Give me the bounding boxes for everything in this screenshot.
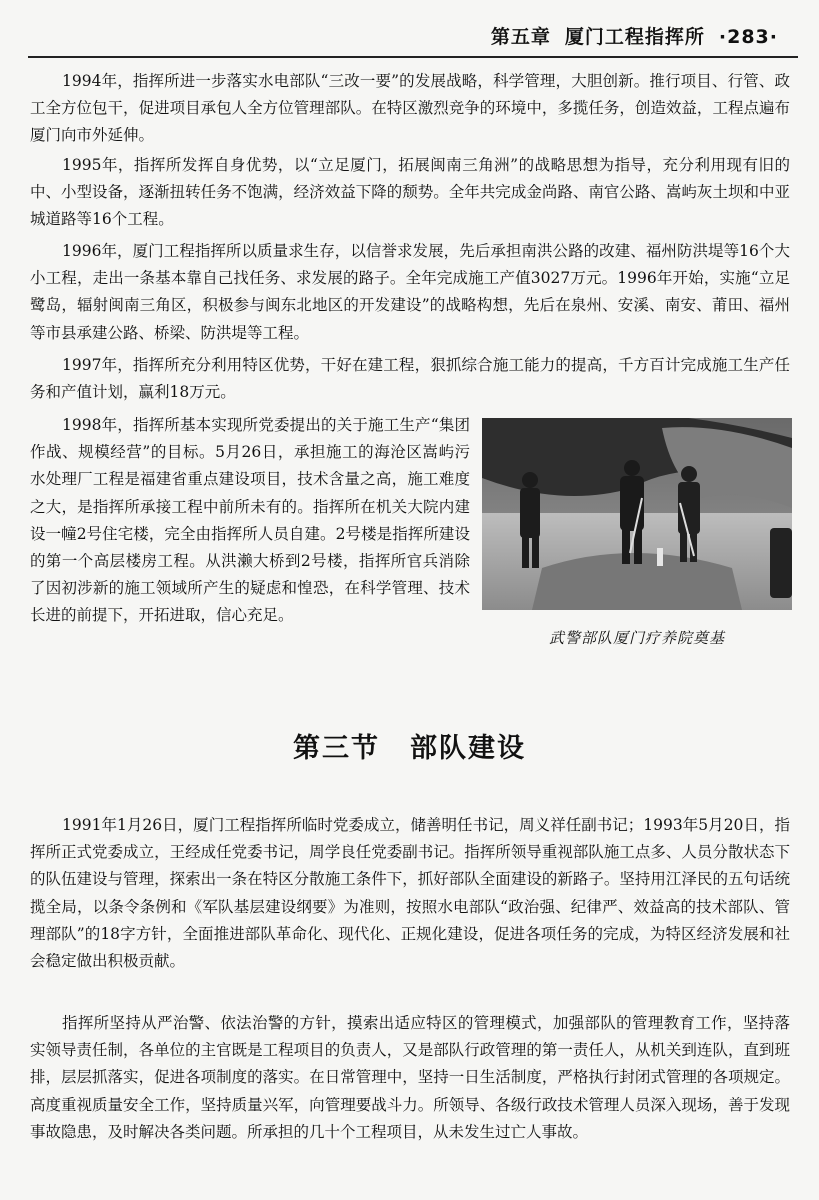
paragraph-1995: 1995年，指挥所发挥自身优势，以“立足厦门，拓展闽南三角洲”的战略思想为指导，充分利用现有旧的中、小型设备，逐渐扭转任务不饱满，经济效益下降的颓势。全年共完成金尚路、南官公路、嵩屿灰土坝和中亚城道路等16个工程。 — [30, 156, 790, 229]
chapter-number: 第五章 — [490, 26, 551, 48]
running-head — [491, 22, 778, 49]
page-number: ·283· — [718, 26, 778, 48]
photo-caption: 武警部队厦门疗养院奠基 — [548, 629, 725, 647]
paragraph-1994: 1994年，指挥所进一步落实水电部队“三改一要”的发展战略，科学管理，大胆创新。推行项目、行管、政工全方位包干，促进项目承包人全方位管理部队。在特区激烈竞争的环境中，多揽任务，创造效益，工程点遍布厦门向市外延伸。 — [30, 72, 790, 145]
paragraph-party-committee: 1991年1月26日，厦门工程指挥所临时党委成立，储善明任书记，周义祥任副书记；1993年5月20日，指挥所正式党委成立，王经成任党委书记，周学良任党委副书记。指挥所领导重视部队施工点多、人员分散状态下的队伍建设与管理，探索出一条在特区分散施工条件下，抓好部队全面建设的新路子。坚持用江泽民的五句话统揽全局，以条令条例和《军队基层建设纲要》为准则，按照水电部队“政治强、纪律严、效益高的技术部队、管理部队”的18字方针，全面推进部队革命化、现代化、正规化建设，促进各项任务的完成，为特区经济发展和社会稳定做出积极贡献。 — [30, 816, 790, 971]
section-title-text: 部队建设 — [410, 733, 526, 764]
paragraph-1996: 1996年，厦门工程指挥所以质量求生存，以信誉求发展，先后承担南洪公路的改建、福州防洪堤等16个大小工程，走出一条基本靠自己找任务、求发展的路子。全年完成施工产值3027万元。1996年开始，实施“立足鹭岛，辐射闽南三角区，积极参与闽东北地区的开发建设”的战略构想，先后在泉州、安溪、南安、莆田、福州等市县承建公路、桥梁、防洪堤等工程。 — [30, 242, 790, 342]
figure-far-right — [770, 528, 792, 598]
chapter-title: 厦门工程指挥所 — [564, 26, 705, 48]
section-heading — [0, 726, 819, 765]
groundbreaking-photo — [482, 418, 792, 610]
paragraph-1998: 1998年，指挥所基本实现所党委提出的关于施工生产“集团作战、规模经营”的目标。5月26日，承担施工的海沧区嵩屿污水处理厂工程是福建省重点建设项目，技术含量之高，施工难度之大，是指挥所承接工程中前所未有的。指挥所在机关大院内建设一幢2号住宅楼，完全由指挥所人员自建。2号楼是指挥所建设的第一个高层楼房工程。从洪濑大桥到2号楼，指挥所官兵消除了因初涉新的施工领域所产生的疑虑和惶恐，在科学管理、技术长进的前提下，开拓进取，信心充足。 — [30, 416, 470, 625]
paragraph-1997: 1997年，指挥所充分利用特区优势，干好在建工程，狠抓综合施工能力的提高，千方百计完成施工生产任务和产值计划，赢利18万元。 — [30, 356, 790, 402]
paragraph-management: 指挥所坚持从严治警、依法治警的方针，摸索出适应特区的管理模式，加强部队的管理教育工作，坚持落实领导责任制，各单位的主官既是工程项目的负责人，又是部队行政管理的第一责任人，从机关到连队，直到班排，层层抓落实，促进各项制度的落实。在日常管理中，坚持一日生活制度，严格执行封闭式管理的各项规定。高度重视质量安全工作，坚持质量兴军，向管理要战斗力。所领导、各级行政技术管理人员深入现场，善于发现事故隐患，及时解决各类问题。所承担的几十个工程项目，从未发生过亡人事故。 — [30, 1014, 790, 1141]
section-number: 第三节 — [293, 733, 380, 764]
page-header — [28, 14, 798, 58]
photo-illustration — [482, 418, 792, 610]
marker-post — [657, 548, 663, 566]
